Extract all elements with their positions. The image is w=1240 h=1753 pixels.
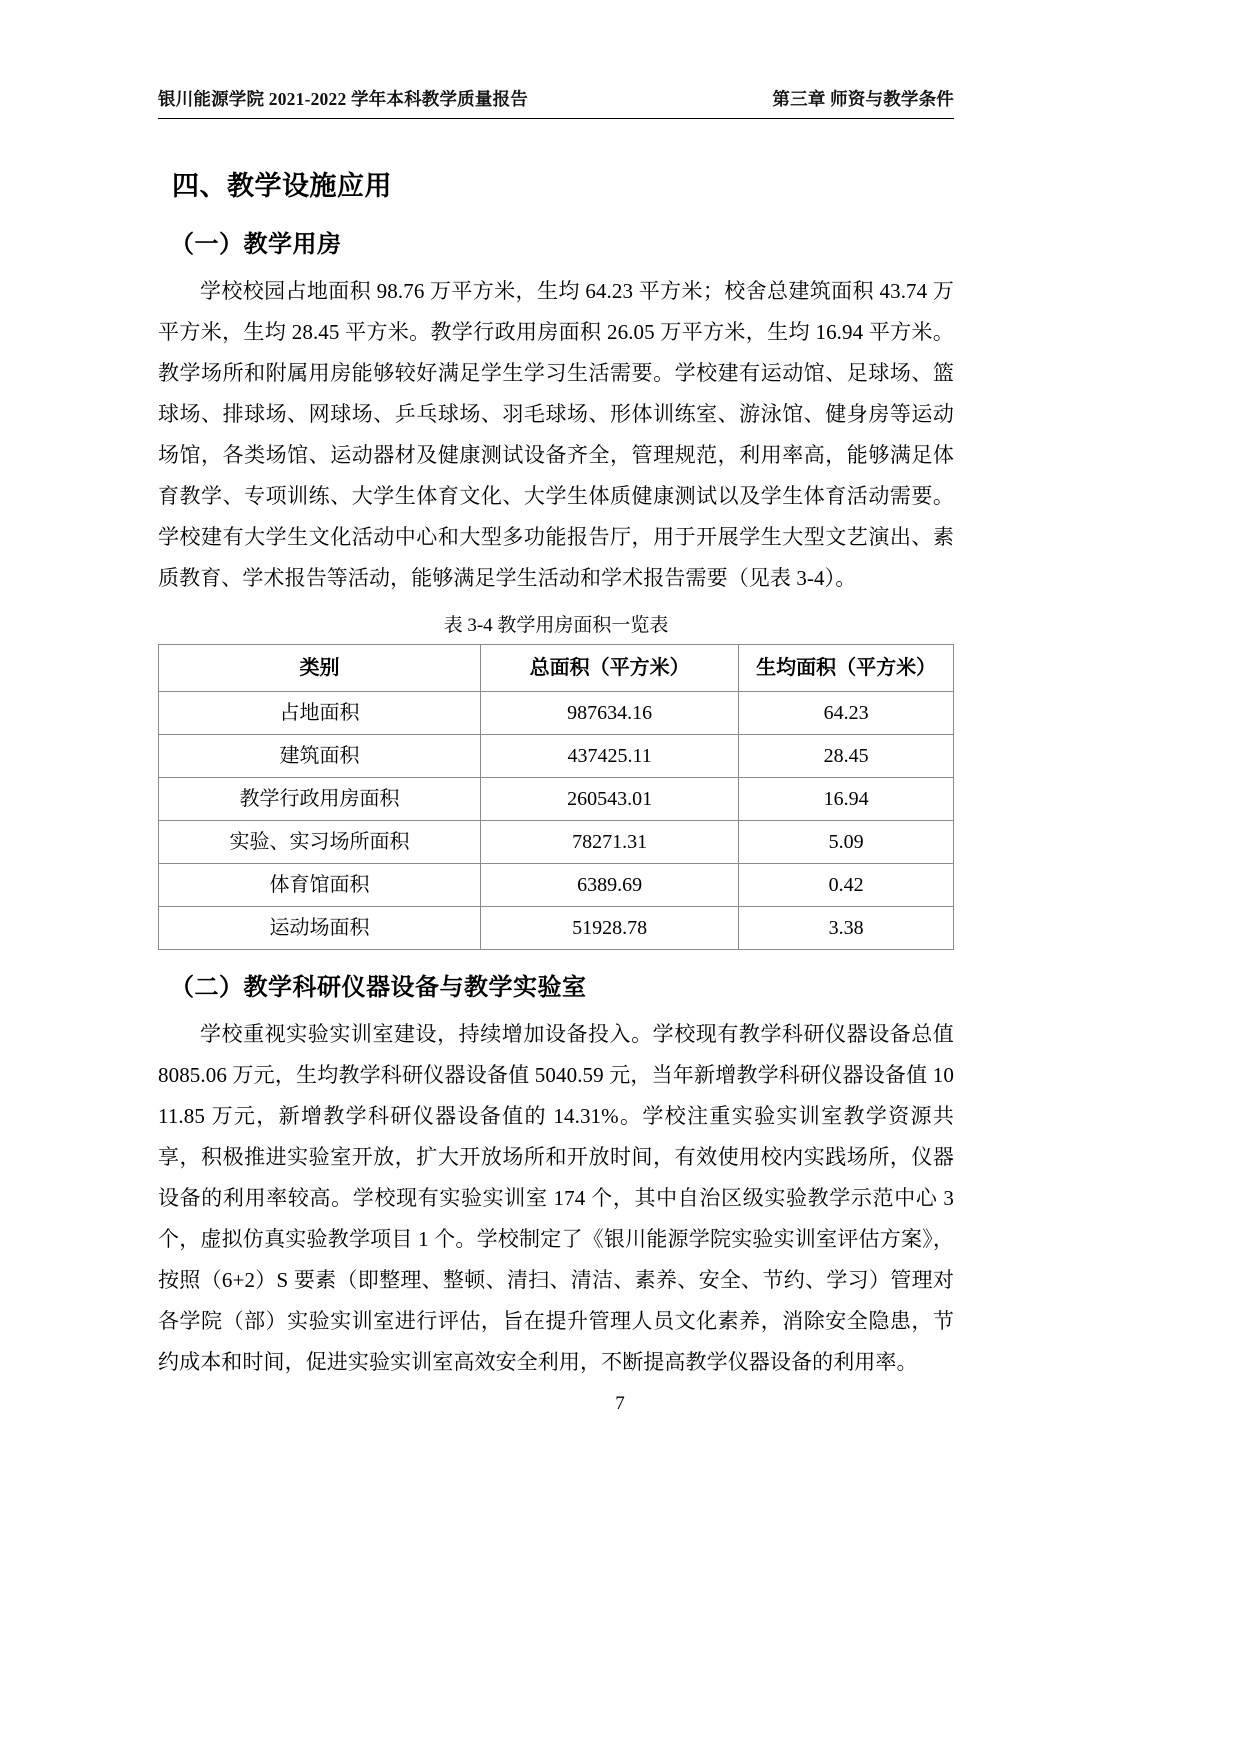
cell-total: 437425.11 xyxy=(480,735,738,778)
cell-per-student: 3.38 xyxy=(739,907,954,950)
running-header xyxy=(158,86,954,111)
cell-per-student: 5.09 xyxy=(739,821,954,864)
cell-category: 占地面积 xyxy=(159,692,481,735)
cell-total: 51928.78 xyxy=(480,907,738,950)
table-col-header-category: 类别 xyxy=(159,645,481,692)
cell-per-student: 16.94 xyxy=(739,778,954,821)
table-header-row xyxy=(159,645,954,692)
cell-per-student: 0.42 xyxy=(739,864,954,907)
paragraph-teaching-rooms: 学校校园占地面积 98.76 万平方米，生均 64.23 平方米；校舍总建筑面积 43.74 万平方米，生均 28.45 平方米。教学行政用房面积 26.05 万平方米，生均 16.94 平方米。教学场所和附属用房能够较好满足学生学习生活需要。学校建有运动馆、足球场、篮球场、排球场、网球场、乒乓球场、羽毛球场、形体训练室、游泳馆、健身房等运动场馆，各类场馆、运动器材及健康测试设备齐全，管理规范，利用率高，能够满足体育教学、专项训练、大学生体育文化、大学生体质健康测试以及学生体育活动需要。学校建有大学生文化活动中心和大型多功能报告厅，用于开展学生大型文艺演出、素质教育、学术报告等活动，能够满足学生活动和学术报告需要（见表 3-4）。 xyxy=(158,278,954,590)
table-row xyxy=(159,864,954,907)
table-col-header-total: 总面积（平方米） xyxy=(480,645,738,692)
subsection-heading-instruments-labs: （二）教学科研仪器设备与教学实验室 xyxy=(170,974,587,1002)
cell-category: 建筑面积 xyxy=(159,735,481,778)
page-content xyxy=(158,140,954,1383)
section-heading: 四、教学设施应用 xyxy=(172,171,392,201)
table-row xyxy=(159,778,954,821)
header-left-title: 银川能源学院 2021-2022 学年本科教学质量报告 xyxy=(158,89,528,109)
table-col-header-per-student: 生均面积（平方米） xyxy=(739,645,954,692)
table-row xyxy=(159,907,954,950)
cell-category: 教学行政用房面积 xyxy=(159,778,481,821)
cell-total: 987634.16 xyxy=(480,692,738,735)
cell-per-student: 28.45 xyxy=(739,735,954,778)
subsection-heading-teaching-rooms: （一）教学用房 xyxy=(170,230,342,258)
cell-per-student: 64.23 xyxy=(739,692,954,735)
table-row xyxy=(159,692,954,735)
paragraph-instruments-labs: 学校重视实验实训室建设，持续增加设备投入。学校现有教学科研仪器设备总值 8085.06 万元，生均教学科研仪器设备值 5040.59 元，当年新增教学科研仪器设备值 1011.85 万元，新增教学科研仪器设备值的 14.31%。学校注重实验实训室教学资源共享，积极推进实验室开放，扩大开放场所和开放时间，有效使用校内实践场所，仪器设备的利用率较高。学校现有实验实训室 174 个，其中自治区级实验教学示范中心 3 个，虚拟仿真实验教学项目 1 个。学校制定了《银川能源学院实验实训室评估方案》，按照（6+2）S 要素（即整理、整顿、清扫、清洁、素养、安全、节约、学习）管理对各学院（部）实验实训室进行评估，旨在提升管理人员文化素养，消除安全隐患，节约成本和时间，促进实验实训室高效安全利用，不断提高教学仪器设备的利用率。 xyxy=(158,1022,954,1375)
cell-total: 78271.31 xyxy=(480,821,738,864)
page-number: 7 xyxy=(615,1393,625,1414)
cell-category: 运动场面积 xyxy=(159,907,481,950)
table-caption: 表 3-4 教学用房面积一览表 xyxy=(443,614,669,636)
cell-category: 实验、实习场所面积 xyxy=(159,821,481,864)
table-row xyxy=(159,735,954,778)
cell-total: 260543.01 xyxy=(480,778,738,821)
header-right-chapter: 第三章 师资与教学条件 xyxy=(772,89,954,109)
header-divider xyxy=(158,118,954,119)
cell-total: 6389.69 xyxy=(480,864,738,907)
table-row xyxy=(159,821,954,864)
cell-category: 体育馆面积 xyxy=(159,864,481,907)
teaching-room-area-table xyxy=(158,644,954,950)
